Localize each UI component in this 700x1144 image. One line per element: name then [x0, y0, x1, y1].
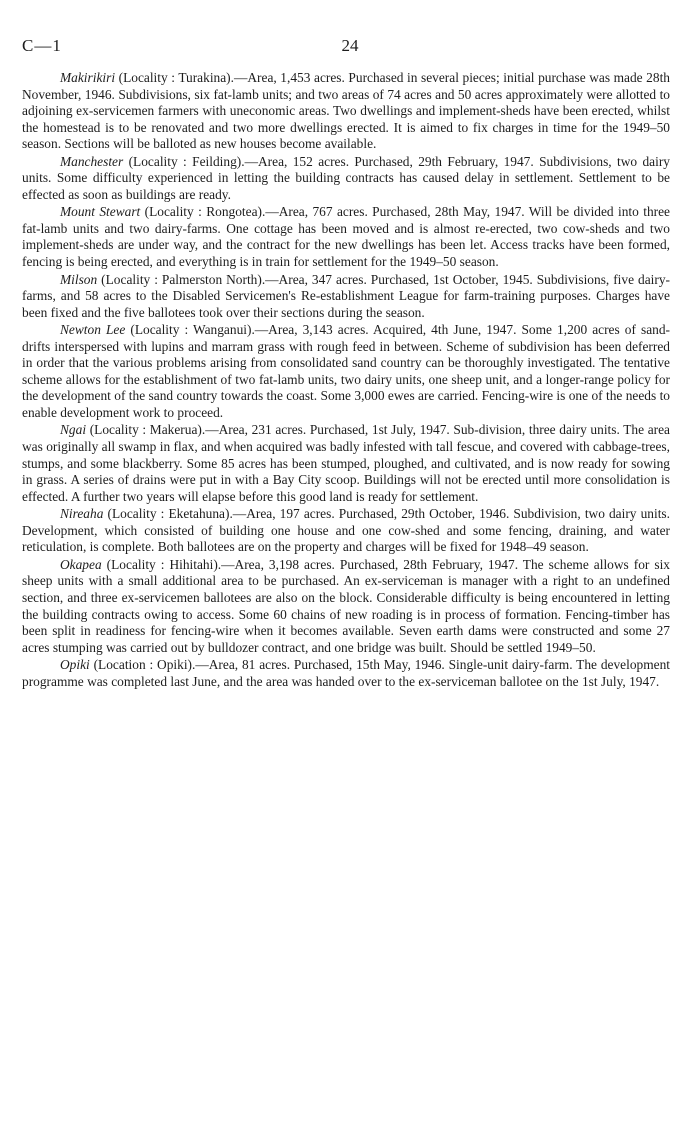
entry-text: (Location : Opiki).—Area, 81 acres. Purchased, 15th May, 1946. Single-unit dairy-farm. The development programme was completed last June, and the area was handed over to the ex-serviceman ballotee on the 1st July, 1947. — [22, 657, 670, 689]
page-number: 24 — [341, 36, 359, 55]
entry-nireaha — [22, 506, 670, 556]
document-body — [22, 70, 670, 691]
entry-text: (Locality : Hihitahi).—Area, 3,198 acres. Purchased, 28th February, 1947. The scheme allows for six sheep units with a small additional area to be purchased. An ex-serviceman is manager with a right to an undefined section, and three ex-servicemen ballotees are also on the block. Considerable difficulty is being encountered in letting the building contracts owing to access. Some 60 chains of new roading is in process of formation. Fencing-timber has been split in readiness for fencing-wire when it becomes available. Seven earth dams were constructed and some 27 acres stumping was carried out by bulldozer contract, and one bridge was built. Should be settled 1949–50. — [22, 556, 670, 655]
section-code: C—1 — [22, 36, 62, 55]
entry-name: Manchester — [60, 153, 124, 169]
entry-name: Nireaha — [60, 506, 104, 522]
entry-text: (Locality : Turakina).—Area, 1,453 acres. Purchased in several pieces; initial purchase was made 28th November, 1946. Subdivisions, six fat-lamb units; and two areas of 74 acres and 50 acres approximately were allotted to adjoining ex-servicemen farmers with uneconomic areas. Two dwellings and implement-sheds have been erected, whilst the homestead is to be renovated and two more dwellings erected. It is aimed to fix charges in time for the 1949–50 season. Sections will be balloted as new houses become available. — [22, 70, 670, 152]
entry-name: Newton Lee — [60, 322, 126, 338]
entry-name: Okapea — [60, 556, 102, 572]
entry-text: (Locality : Eketahuna).—Area, 197 acres. Purchased, 29th October, 1946. Subdivision, two dairy units. Development, which consisted of building one house and one cow-shed and some fencing, draining, and water reticulation, is complete. Both ballotees are on the property and charges will be fixed for 1948–49 season. — [22, 506, 670, 555]
entry-opiki — [22, 657, 670, 690]
entry-text: (Locality : Feilding).—Area, 152 acres. Purchased, 29th February, 1947. Subdivisions, two dairy units. Some difficulty experienced in letting the building contracts has caused delay in settlement. Settlement to be effected as soon as buildings are ready. — [22, 153, 670, 202]
entry-name: Ngai — [60, 422, 87, 438]
entry-ngai — [22, 422, 670, 505]
entry-name: Makirikiri — [60, 70, 116, 85]
entry-text: (Locality : Wanganui).—Area, 3,143 acres. Acquired, 4th June, 1947. Some 1,200 acres of sand-drifts interspersed with lupins and marram grass with rough feed in between. Scheme of subdivision has been deferred in order that the various problems arising from consolidated sand country can be thoroughly investigated. The tentative scheme allows for the establishment of two fat-lamb units, two dairy units, one sheep unit, and a longer-range policy for the development of the sand country towards the coast. Some 3,000 ewes are carried. Fencing-wire is one of the needs to enable development work to proceed. — [22, 322, 670, 420]
entry-name: Milson — [60, 271, 98, 287]
entry-text: (Locality : Makerua).—Area, 231 acres. Purchased, 1st July, 1947. Sub-division, three dairy units. The area was originally all swamp in flax, and when acquired was badly infested with tall fescue, and covered with cabbage-trees, stumps, and some blackberry. Some 85 acres has been stumped, ploughed, and cultivated, and is now ready for sowing in grass. A series of drains were put in with a Bay City scoop. Buildings will not be erected until more consolidation is effected. A further two years will elapse before this good land is ready for settlement. — [22, 422, 670, 504]
entry-text: (Locality : Rongotea).—Area, 767 acres. Purchased, 28th May, 1947. Will be divided into three fat-lamb units and two dairy-farms. One cottage has been moved and is almost re-erected, two cow-sheds and two implement-sheds are under way, and the contract for the new dwellings has been let. Access tracks have been formed, fencing is being erected, and everything is in train for settlement for the 1949–50 season. — [22, 204, 670, 270]
entry-name: Mount Stewart — [60, 204, 141, 220]
entry-milson — [22, 272, 670, 322]
entry-mount-stewart — [22, 204, 670, 270]
entry-manchester — [22, 154, 670, 204]
page-header — [22, 36, 678, 58]
entry-makirikiri — [22, 70, 670, 153]
entry-okapea — [22, 557, 670, 656]
entry-name: Opiki — [60, 657, 90, 673]
entry-text: (Locality : Palmerston North).—Area, 347 acres. Purchased, 1st October, 1945. Subdivisions, five dairy-farms, and 58 acres to the Disabled Servicemen's Re-establishment League for farm-training purposes. Charges have been fixed and the five ballotees took over their sections during the season. — [22, 271, 670, 320]
entry-newton-lee — [22, 322, 670, 421]
